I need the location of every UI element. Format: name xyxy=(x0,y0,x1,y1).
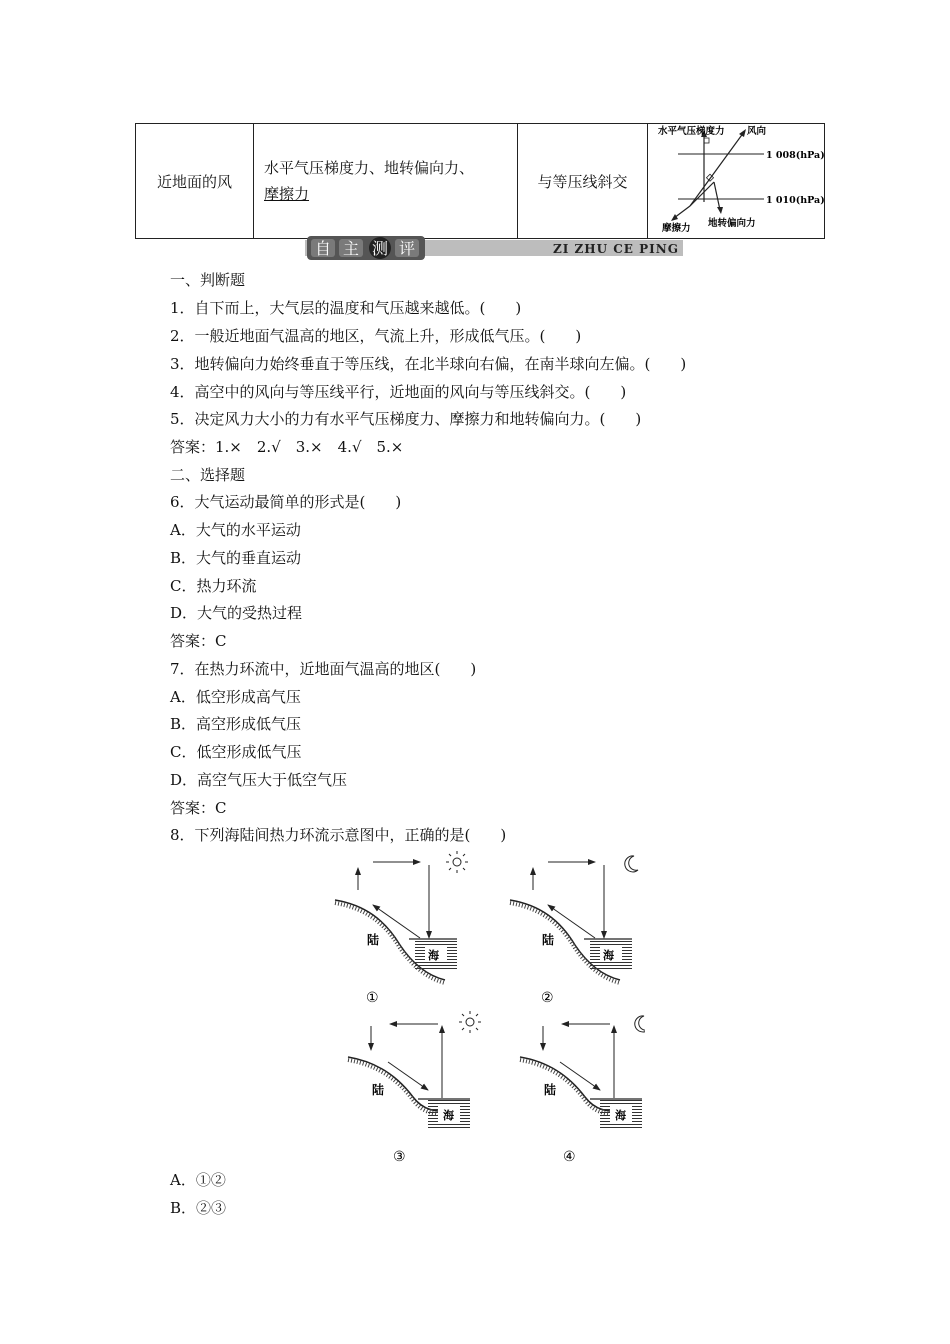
q8-option-a: A．①② xyxy=(170,1171,226,1189)
relation-cell: 与等压线斜交 xyxy=(518,124,648,239)
sea-label: 海 xyxy=(603,949,614,962)
banner-char-4: 评 xyxy=(398,239,416,258)
force-diagram xyxy=(648,124,824,234)
judge-answer: 答案：1.× 2.√ 3.× 4.√ 5.× xyxy=(170,438,404,456)
wind-type-cell: 近地面的风 xyxy=(136,124,254,239)
banner-pinyin: ZI ZHU CE PING xyxy=(552,242,679,256)
wind-label: 风向 xyxy=(747,126,767,137)
banner-char-3: 测 xyxy=(371,239,389,258)
sea-land-circulation-figures xyxy=(325,850,645,1170)
q6-option-c: C．热力环流 xyxy=(170,577,257,595)
figure-label-2: ② xyxy=(541,990,554,1006)
pressure-label-1010: 1 010(hPa) xyxy=(766,195,824,206)
judge-item-3: 3．地转偏向力始终垂直于等压线，在北半球向右偏，在南半球向左偏。( ) xyxy=(170,355,687,373)
figure-label-4: ④ xyxy=(563,1149,576,1165)
q6-stem: 6．大气运动最简单的形式是( ) xyxy=(170,493,402,511)
q8-stem: 8．下列海陆间热力环流示意图中，正确的是( ) xyxy=(170,826,507,844)
banner-char-2: 主 xyxy=(342,239,360,258)
figure-1 xyxy=(335,851,468,1006)
judge-item-2: 2．一般近地面气温高的地区，气流上升，形成低气压。( ) xyxy=(170,327,582,345)
figure-4 xyxy=(520,1016,645,1165)
friction-label: 摩擦力 xyxy=(662,223,691,234)
section-heading-choice: 二、选择题 xyxy=(170,466,246,484)
coriolis-label: 地转偏向力 xyxy=(708,218,756,229)
forces-underlined: 摩擦力 xyxy=(264,185,310,203)
figure-2 xyxy=(510,856,638,1006)
q7-option-d: D．高空气压大于低空气压 xyxy=(170,771,348,789)
sea-label: 海 xyxy=(443,1109,454,1122)
wind-types-table xyxy=(135,123,825,239)
judge-item-1: 1．自下而上，大气层的温度和气压越来越低。( ) xyxy=(170,299,522,317)
section-heading-judge: 一、判断题 xyxy=(170,271,246,289)
q7-option-a: A．低空形成高气压 xyxy=(170,688,301,706)
land-label: 陆 xyxy=(542,933,555,947)
judge-item-5: 5．决定风力大小的力有水平气压梯度力、摩擦力和地转偏向力。( ) xyxy=(170,410,642,428)
forces-cell xyxy=(254,124,518,239)
land-label: 陆 xyxy=(544,1083,557,1097)
pressure-label-1008: 1 008(hPa) xyxy=(766,150,824,161)
figure-label-1: ① xyxy=(366,990,379,1006)
table-row xyxy=(136,124,825,239)
q6-option-d: D．大气的受热过程 xyxy=(170,604,303,622)
land-label: 陆 xyxy=(372,1083,385,1097)
forces-text: 水平气压梯度力、地转偏向力、 xyxy=(264,159,475,177)
q7-option-c: C．低空形成低气压 xyxy=(170,743,302,761)
figure-3 xyxy=(348,1011,481,1165)
banner-char-1: 自 xyxy=(314,239,332,258)
q7-option-b: B．高空形成低气压 xyxy=(170,715,302,733)
q8-option-b: B．②③ xyxy=(170,1199,227,1217)
pgf-label: 水平气压梯度力 xyxy=(658,126,725,137)
q6-option-a: A．大气的水平运动 xyxy=(170,521,301,539)
judge-item-4: 4．高空中的风向与等压线平行，近地面的风向与等压线斜交。( ) xyxy=(170,383,627,401)
sea-label: 海 xyxy=(428,949,439,962)
land-label: 陆 xyxy=(367,933,380,947)
q7-answer: 答案：C xyxy=(170,799,227,817)
sea-label: 海 xyxy=(615,1109,626,1122)
section-banner xyxy=(305,236,683,260)
force-diagram-cell xyxy=(648,124,825,239)
q6-option-b: B．大气的垂直运动 xyxy=(170,549,302,567)
figure-label-3: ③ xyxy=(393,1149,406,1165)
q7-stem: 7．在热力环流中，近地面气温高的地区( ) xyxy=(170,660,477,678)
q6-answer: 答案：C xyxy=(170,632,227,650)
